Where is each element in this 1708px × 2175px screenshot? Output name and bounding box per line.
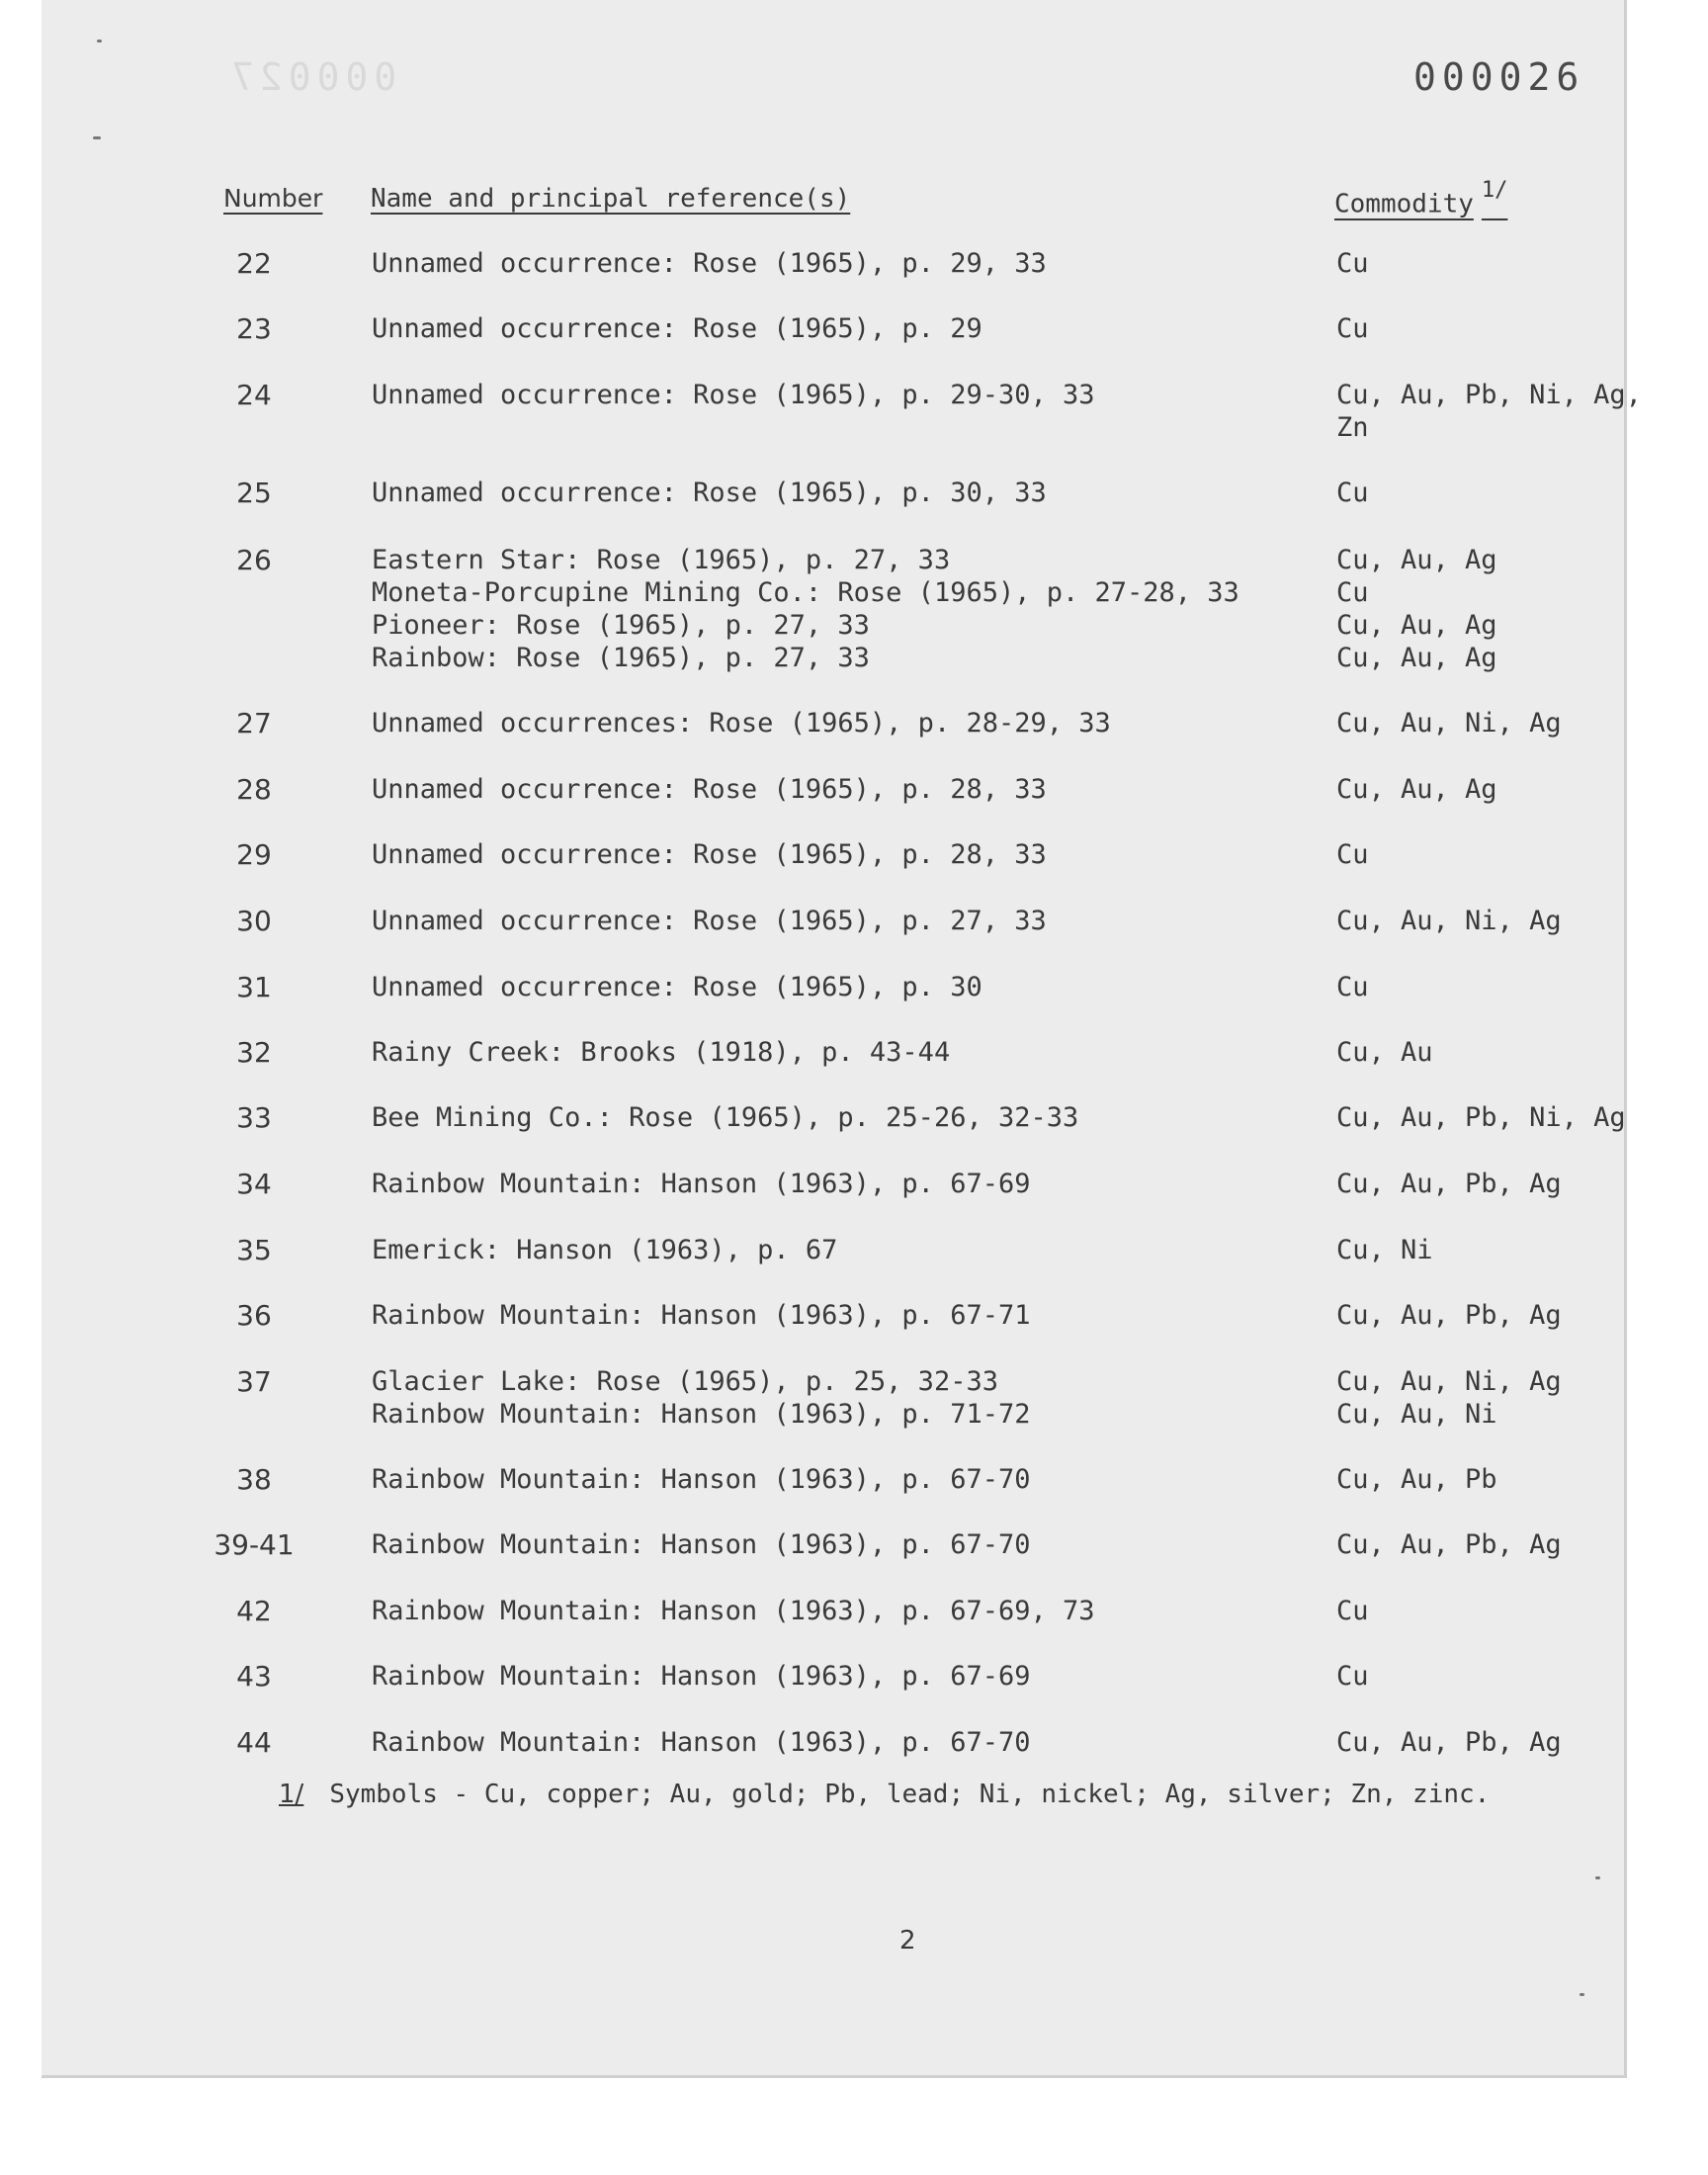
commodity-line: Cu	[1336, 577, 1369, 608]
row-commodities	[1336, 773, 1497, 806]
commodity-line: Cu, Ni	[1336, 1235, 1433, 1265]
row-commodities	[1336, 312, 1369, 345]
row-references	[372, 1101, 1078, 1134]
row-commodities	[1336, 971, 1369, 1003]
header-commodity	[1334, 178, 1508, 219]
reference-line: Unnamed occurrence: Rose (1965), p. 28, 33	[372, 839, 1047, 870]
row-references	[372, 1234, 837, 1266]
footnote-marker: 1/	[279, 1780, 304, 1809]
row-number: 37	[236, 1365, 272, 1398]
reference-line: Unnamed occurrence: Rose (1965), p. 29	[372, 313, 982, 344]
row-number: 36	[236, 1299, 272, 1332]
page-number: 2	[899, 1926, 916, 1956]
reference-line: Unnamed occurrence: Rose (1965), p. 28, 33	[372, 774, 1047, 805]
row-number: 43	[236, 1660, 272, 1693]
commodity-line: Cu, Au, Pb, Ag	[1336, 1300, 1562, 1331]
header-commodity-footnote-marker: 1/	[1481, 178, 1508, 203]
reference-line: Unnamed occurrence: Rose (1965), p. 27, 33	[372, 906, 1047, 936]
document-number: 000026	[1413, 55, 1585, 99]
row-references	[372, 1463, 1030, 1496]
row-references	[372, 905, 1047, 937]
commodity-line: Cu, Au, Pb, Ni, Ag,	[1336, 380, 1642, 410]
row-number: 32	[236, 1036, 272, 1069]
row-number: 25	[236, 477, 272, 509]
reference-line: Rainbow: Rose (1965), p. 27, 33	[372, 643, 870, 673]
reference-line: Bee Mining Co.: Rose (1965), p. 25-26, 32-33	[372, 1102, 1079, 1133]
reference-line: Rainbow Mountain: Hanson (1963), p. 67-69, 73	[372, 1596, 1095, 1626]
row-commodities	[1336, 707, 1562, 740]
header-name: Name and principal reference(s)	[371, 184, 851, 214]
row-commodities	[1336, 1365, 1562, 1431]
commodity-line: Cu, Au, Ni, Ag	[1336, 906, 1562, 936]
reference-line: Rainy Creek: Brooks (1918), p. 43-44	[372, 1037, 951, 1068]
commodity-line: Cu	[1336, 839, 1369, 870]
row-commodities	[1336, 1528, 1562, 1561]
row-commodities	[1336, 1036, 1433, 1069]
commodity-line: Cu, Au, Ag	[1336, 643, 1497, 673]
reference-line: Emerick: Hanson (1963), p. 67	[372, 1235, 838, 1265]
bleed-through-number: 000027	[225, 55, 397, 99]
commodity-line: Cu, Au, Pb, Ag	[1336, 1727, 1562, 1758]
reference-line: Rainbow Mountain: Hanson (1963), p. 67-70	[372, 1464, 1031, 1495]
row-commodities	[1336, 1660, 1369, 1693]
commodity-line: Cu, Au, Ag	[1336, 774, 1497, 805]
reference-line: Glacier Lake: Rose (1965), p. 25, 32-33	[372, 1366, 998, 1397]
scan-speck	[1580, 1993, 1584, 1996]
commodity-line: Cu	[1336, 478, 1369, 508]
row-commodities	[1336, 1299, 1562, 1332]
row-number: 27	[236, 707, 272, 740]
row-commodities	[1336, 1463, 1497, 1496]
row-commodities	[1336, 1726, 1562, 1759]
reference-line: Unnamed occurrence: Rose (1965), p. 29-30, 33	[372, 380, 1095, 410]
header-number: Number	[223, 184, 323, 213]
reference-line: Moneta-Porcupine Mining Co.: Rose (1965), p. 27-28, 33	[372, 577, 1239, 608]
row-commodities	[1336, 1168, 1562, 1200]
row-references	[372, 1299, 1030, 1332]
row-commodities	[1336, 1101, 1626, 1134]
row-commodities	[1336, 1595, 1369, 1627]
row-number: 23	[236, 312, 272, 345]
row-number: 44	[236, 1726, 272, 1759]
row-commodities	[1336, 379, 1642, 444]
row-references	[372, 1365, 1030, 1431]
row-references	[372, 1168, 1030, 1200]
reference-line: Unnamed occurrences: Rose (1965), p. 28-29, 33	[372, 708, 1111, 739]
row-references	[372, 1660, 1030, 1693]
row-commodities	[1336, 905, 1562, 937]
scan-speck	[93, 136, 101, 139]
commodity-line: Zn	[1336, 412, 1369, 443]
row-number: 28	[236, 773, 272, 806]
row-number: 29	[236, 838, 272, 871]
row-references	[372, 1036, 950, 1069]
commodity-line: Cu, Au, Pb, Ni, Ag	[1336, 1102, 1626, 1133]
commodity-line: Cu, Au, Ni, Ag	[1336, 708, 1562, 739]
row-commodities	[1336, 1234, 1433, 1266]
row-number: 33	[236, 1101, 272, 1134]
row-number: 31	[236, 971, 272, 1003]
reference-line: Rainbow Mountain: Hanson (1963), p. 67-70	[372, 1727, 1031, 1758]
commodity-line: Cu	[1336, 972, 1369, 1002]
header-commodity-label: Commodity	[1334, 189, 1474, 219]
row-number: 42	[236, 1595, 272, 1627]
reference-line: Pioneer: Rose (1965), p. 27, 33	[372, 610, 870, 641]
reference-line: Rainbow Mountain: Hanson (1963), p. 67-69	[372, 1169, 1031, 1199]
row-references	[372, 838, 1047, 871]
row-references	[372, 477, 1047, 509]
commodity-line: Cu	[1336, 313, 1369, 344]
reference-line: Eastern Star: Rose (1965), p. 27, 33	[372, 545, 951, 575]
commodity-line: Cu, Au, Pb	[1336, 1464, 1497, 1495]
scan-speck	[1595, 1876, 1600, 1879]
row-references	[372, 1595, 1095, 1627]
footnote	[279, 1780, 1490, 1809]
reference-line: Rainbow Mountain: Hanson (1963), p. 67-71	[372, 1300, 1031, 1331]
row-number: 38	[236, 1463, 272, 1496]
row-number: 34	[236, 1168, 272, 1200]
row-references	[372, 773, 1047, 806]
commodity-line: Cu	[1336, 248, 1369, 279]
reference-line: Unnamed occurrence: Rose (1965), p. 30, 33	[372, 478, 1047, 508]
row-number: 26	[236, 544, 272, 576]
commodity-line: Cu, Au, Ni, Ag	[1336, 1366, 1562, 1397]
row-references	[372, 247, 1047, 280]
row-number: 35	[236, 1234, 272, 1266]
row-number: 30	[236, 905, 272, 937]
scan-speck	[97, 40, 102, 43]
row-references	[372, 544, 1239, 674]
document-page	[42, 0, 1642, 2078]
row-commodities	[1336, 544, 1497, 674]
row-number: 24	[236, 379, 272, 411]
reference-line: Rainbow Mountain: Hanson (1963), p. 67-70	[372, 1529, 1031, 1560]
commodity-line: Cu, Au, Ag	[1336, 545, 1497, 575]
row-references	[372, 379, 1095, 411]
commodity-line: Cu, Au, Ni	[1336, 1399, 1497, 1430]
row-commodities	[1336, 477, 1369, 509]
row-references	[372, 1528, 1030, 1561]
row-references	[372, 312, 982, 345]
row-number: 39-41	[214, 1528, 295, 1561]
reference-line: Unnamed occurrence: Rose (1965), p. 30	[372, 972, 982, 1002]
reference-line: Rainbow Mountain: Hanson (1963), p. 67-69	[372, 1661, 1031, 1692]
commodity-line: Cu, Au, Ag	[1336, 610, 1497, 641]
row-references	[372, 971, 982, 1003]
row-commodities	[1336, 838, 1369, 871]
row-commodities	[1336, 247, 1369, 280]
row-number: 22	[236, 247, 272, 280]
commodity-line: Cu	[1336, 1596, 1369, 1626]
commodity-line: Cu, Au	[1336, 1037, 1433, 1068]
row-references	[372, 1726, 1030, 1759]
row-references	[372, 707, 1111, 740]
commodity-line: Cu	[1336, 1661, 1369, 1692]
reference-line: Rainbow Mountain: Hanson (1963), p. 71-72	[372, 1399, 1031, 1430]
commodity-line: Cu, Au, Pb, Ag	[1336, 1169, 1562, 1199]
reference-line: Unnamed occurrence: Rose (1965), p. 29, 33	[372, 248, 1047, 279]
commodity-line: Cu, Au, Pb, Ag	[1336, 1529, 1562, 1560]
footnote-text: Symbols - Cu, copper; Au, gold; Pb, lead; Ni, nickel; Ag, silver; Zn, zinc.	[329, 1780, 1491, 1809]
